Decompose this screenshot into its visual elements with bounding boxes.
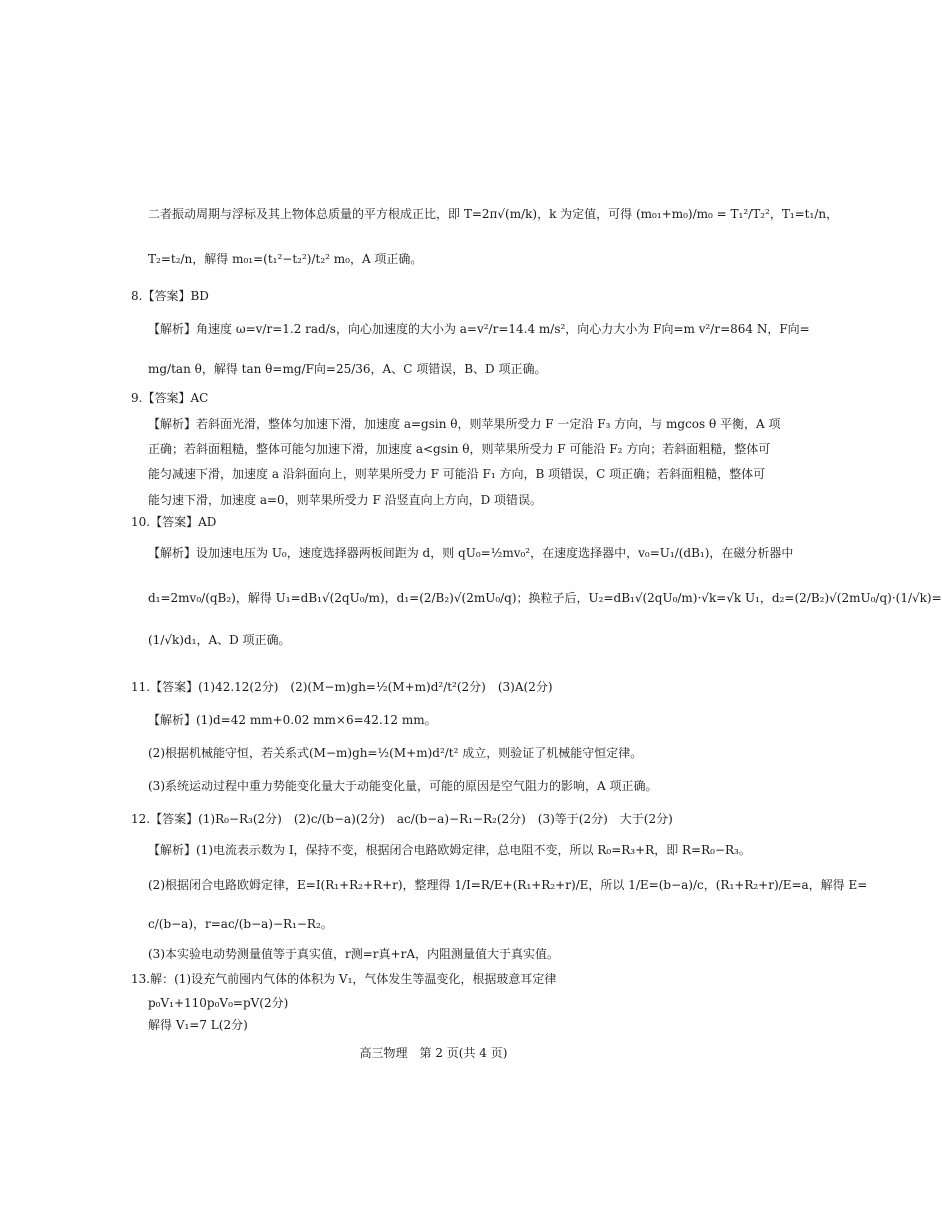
- text-line: 【解析】若斜面光滑，整体匀加速下滑，加速度 a=gsin θ，则苹果所受力 F 一定沿 F₃ 方向，与 mgcos θ 平衡，A 项: [148, 417, 781, 431]
- question-12-answer: 12.【答案】(1)R₀−R₃(2分) (2)c/(b−a)(2分) ac/(b−a)−R₁−R₂(2分) (3)等于(2分) 大于(2分): [131, 812, 673, 826]
- text-line: d₁=2mv₀/(qB₂)，解得 U₁=dB₁√(2qU₀/m)，d₁=(2/B₂)√(2mU₀/q)；换粒子后，U₂=dB₁√(2qU₀/m)·√k=√k U₁，d₂=(2/B₂)√(2mU₀/q)·(1/√k)=: [148, 591, 942, 605]
- page-footer: 高三物理 第 2 页(共 4 页): [359, 1046, 508, 1060]
- question-11-answer: 11.【答案】(1)42.12(2分) (2)(M−m)gh=½(M+m)d²/t²(2分) (3)A(2分): [131, 680, 553, 694]
- text-line: 正确；若斜面粗糙，整体可能匀加速下滑，加速度 a<gsin θ，则苹果所受力 F 可能沿 F₂ 方向；若斜面粗糙，整体可: [148, 442, 771, 456]
- text-line: 【解析】设加速电压为 U₀，速度选择器两板间距为 d，则 qU₀=½mv₀²，在速度选择器中，v₀=U₁/(dB₁)，在磁分析器中: [148, 546, 794, 560]
- text-line: (3)系统运动过程中重力势能变化量大于动能变化量，可能的原因是空气阻力的影响，A 项正确。: [148, 779, 658, 793]
- text-line: 能匀速下滑，加速度 a=0，则苹果所受力 F 沿竖直向上方向，D 项错误。: [148, 493, 543, 507]
- text-line: 二者振动周期与浮标及其上物体总质量的平方根成正比，即 T=2π√(m/k)，k 为定值，可得 (m₀₁+m₀)/m₀ = T₁²/T₂²，T₁=t₁/n，: [148, 207, 839, 221]
- text-line: 解得 V₁=7 L(2分): [148, 1018, 248, 1032]
- text-line: (2)根据机械能守恒，若关系式(M−m)gh=½(M+m)d²/t² 成立，则验证了机械能守恒定律。: [148, 746, 643, 760]
- question-9-answer: 9.【答案】AC: [131, 391, 209, 405]
- text-line: 【解析】(1)d=42 mm+0.02 mm×6=42.12 mm。: [148, 713, 437, 727]
- text-line: (2)根据闭合电路欧姆定律，E=I(R₁+R₂+R+r)，整理得 1/I=R/E+(R₁+R₂+r)/E，所以 1/E=(b−a)/c，(R₁+R₂+r)/E=a，解得 E=: [148, 878, 868, 892]
- text-line: c/(b−a)，r=ac/(b−a)−R₁−R₂。: [148, 917, 333, 931]
- text-line: mg/tan θ，解得 tan θ=mg/F向=25/36，A、C 项错误，B、D 项正确。: [148, 362, 547, 376]
- text-line: p₀V₁+110p₀V₀=pV(2分): [148, 996, 289, 1010]
- text-line: 【解析】角速度 ω=v/r=1.2 rad/s，向心加速度的大小为 a=v²/r=14.4 m/s²，向心力大小为 F向=m v²/r=864 N，F向=: [148, 322, 810, 336]
- question-8-answer: 8.【答案】BD: [131, 289, 209, 303]
- text-line: 能匀减速下滑，加速度 a 沿斜面向上，则苹果所受力 F 可能沿 F₁ 方向，B 项错误，C 项正确；若斜面粗糙，整体可: [148, 467, 766, 481]
- text-line: (1/√k)d₁，A、D 项正确。: [148, 633, 291, 647]
- question-10-answer: 10.【答案】AD: [131, 515, 217, 529]
- text-line: 【解析】(1)电流表示数为 I，保持不变，根据闭合电路欧姆定律，总电阻不变，所以 R₀=R₃+R，即 R=R₀−R₃。: [148, 843, 751, 857]
- question-13-solution: 13.解：(1)设充气前囤内气体的体积为 V₁，气体发生等温变化，根据玻意耳定律: [131, 972, 557, 986]
- text-line: T₂=t₂/n，解得 m₀₁=(t₁²−t₂²)/t₂² m₀，A 项正确。: [148, 252, 423, 266]
- text-line: (3)本实验电动势测量值等于真实值，r测=r真+rA，内阻测量值大于真实值。: [148, 947, 559, 961]
